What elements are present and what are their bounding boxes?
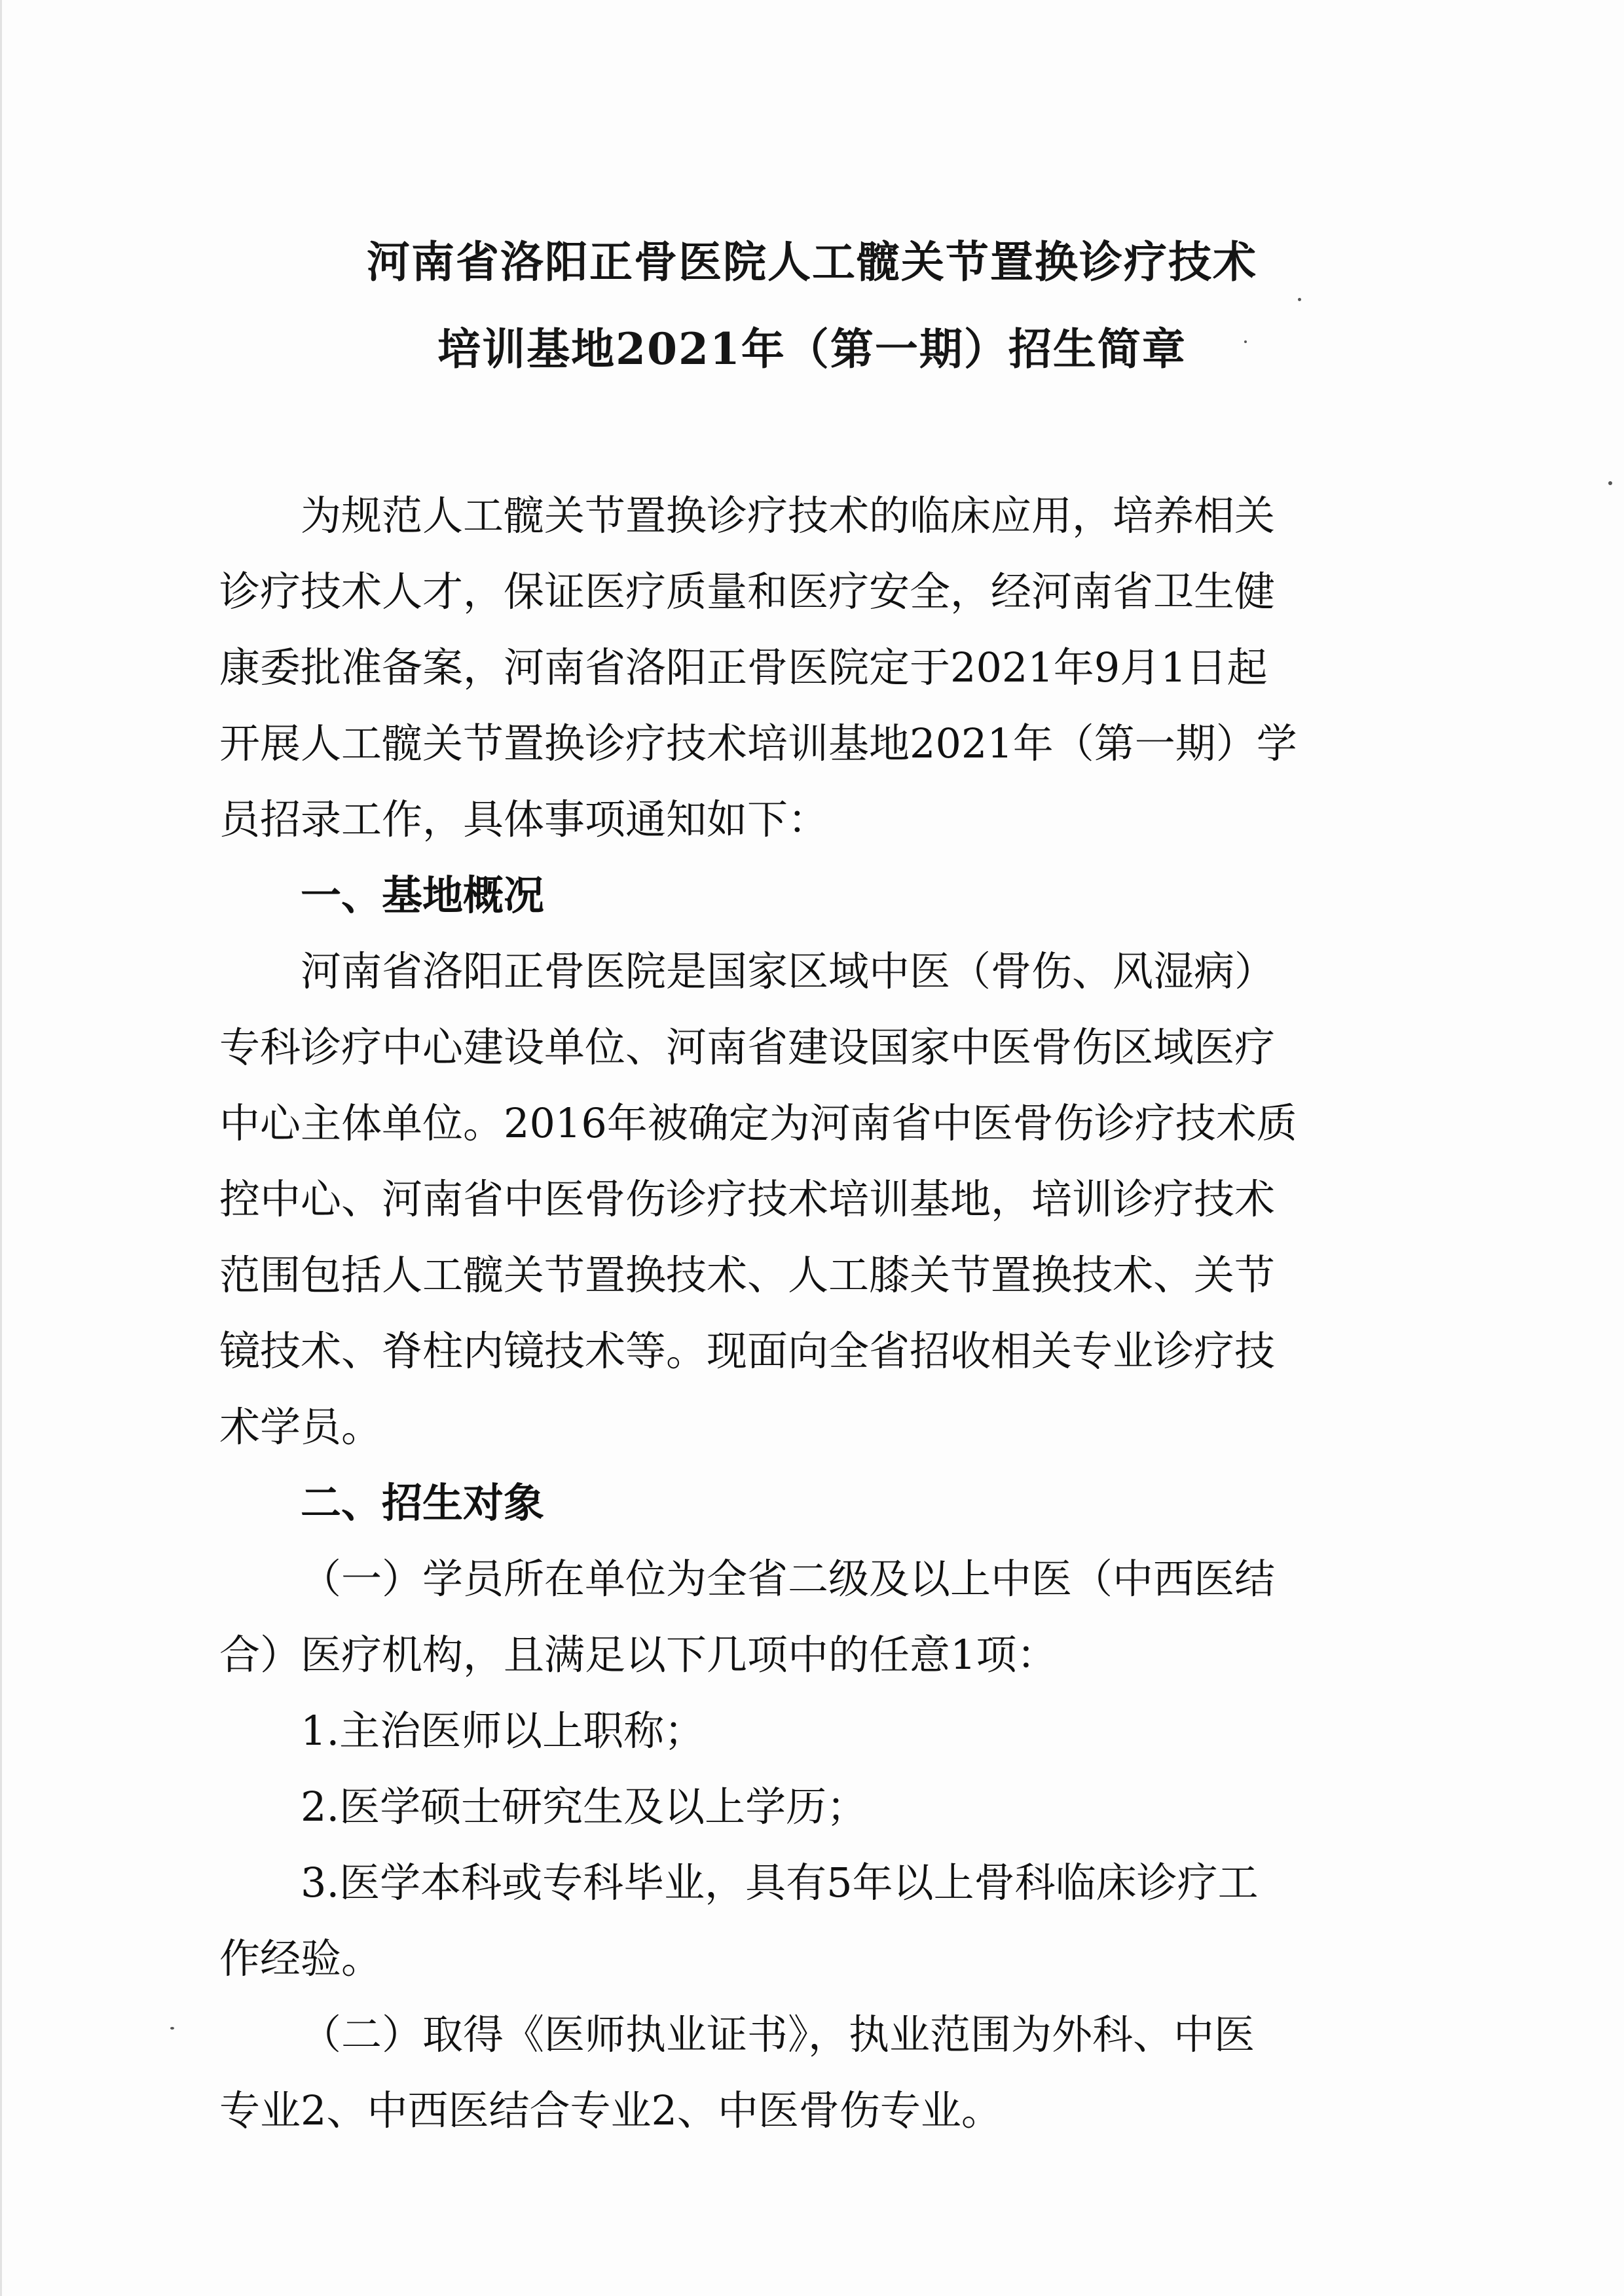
scan-edge	[0, 0, 2, 2296]
section-heading-2: 二、招生对象	[301, 1479, 545, 1527]
paragraph-overview-line: 中心主体单位。2016年被确定为河南省中医骨伤诊疗技术质	[219, 1099, 1297, 1147]
list-item: 1.主治医师以上职称；	[301, 1707, 705, 1755]
paragraph-overview-line: 术学员。	[219, 1403, 382, 1451]
paragraph-intro-line: 康委批准备案，河南省洛阳正骨医院定于2021年9月1日起	[219, 644, 1268, 691]
scan-speck	[170, 2027, 174, 2030]
document-title	[196, 236, 1428, 410]
paragraph-intro-line: 员招录工作，具体事项通知如下：	[219, 795, 829, 843]
paragraph-license-line: （二）取得《医师执业证书》，执业范围为外科、中医	[301, 2011, 1255, 2058]
paragraph-overview-line: 专科诊疗中心建设单位、河南省建设国家中医骨伤区域医疗	[219, 1023, 1276, 1071]
paragraph-overview-line: 河南省洛阳正骨医院是国家区域中医（骨伤、风湿病）	[301, 947, 1276, 995]
paragraph-requirement-line: 合）医疗机构，且满足以下几项中的任意1项：	[219, 1631, 1058, 1679]
section-heading-1: 一、基地概况	[301, 871, 545, 919]
title-line-1: 河南省洛阳正骨医院人工髋关节置换诊疗技术	[367, 236, 1257, 287]
title-line-2: 培训基地2021年（第一期）招生简章	[437, 323, 1187, 374]
paragraph-license-line: 专业2、中西医结合专业2、中医骨伤专业。	[219, 2086, 1002, 2134]
scan-speck	[1298, 298, 1301, 301]
document-body	[219, 478, 1372, 2149]
paragraph-overview-line: 范围包括人工髋关节置换技术、人工膝关节置换技术、关节	[219, 1251, 1276, 1299]
list-item: 2.医学硕士研究生及以上学历；	[301, 1783, 868, 1831]
paragraph-intro-line: 开展人工髋关节置换诊疗技术培训基地2021年（第一期）学	[219, 720, 1297, 767]
paragraph-intro-line: 诊疗技术人才，保证医疗质量和医疗安全，经河南省卫生健	[219, 568, 1276, 615]
paragraph-requirement-line: （一）学员所在单位为全省二级及以上中医（中西医结	[301, 1555, 1276, 1603]
paragraph-overview-line: 控中心、河南省中医骨伤诊疗技术培训基地，培训诊疗技术	[219, 1175, 1276, 1223]
paragraph-intro-line: 为规范人工髋关节置换诊疗技术的临床应用，培养相关	[301, 492, 1276, 539]
paragraph-overview-line: 镜技术、脊柱内镜技术等。现面向全省招收相关专业诊疗技	[219, 1327, 1276, 1375]
list-item: 3.医学本科或专科毕业，具有5年以上骨科临床诊疗工	[301, 1859, 1259, 1906]
scan-speck	[1608, 481, 1612, 485]
scan-speck	[1244, 340, 1247, 343]
list-item-continuation: 作经验。	[219, 1935, 382, 1982]
